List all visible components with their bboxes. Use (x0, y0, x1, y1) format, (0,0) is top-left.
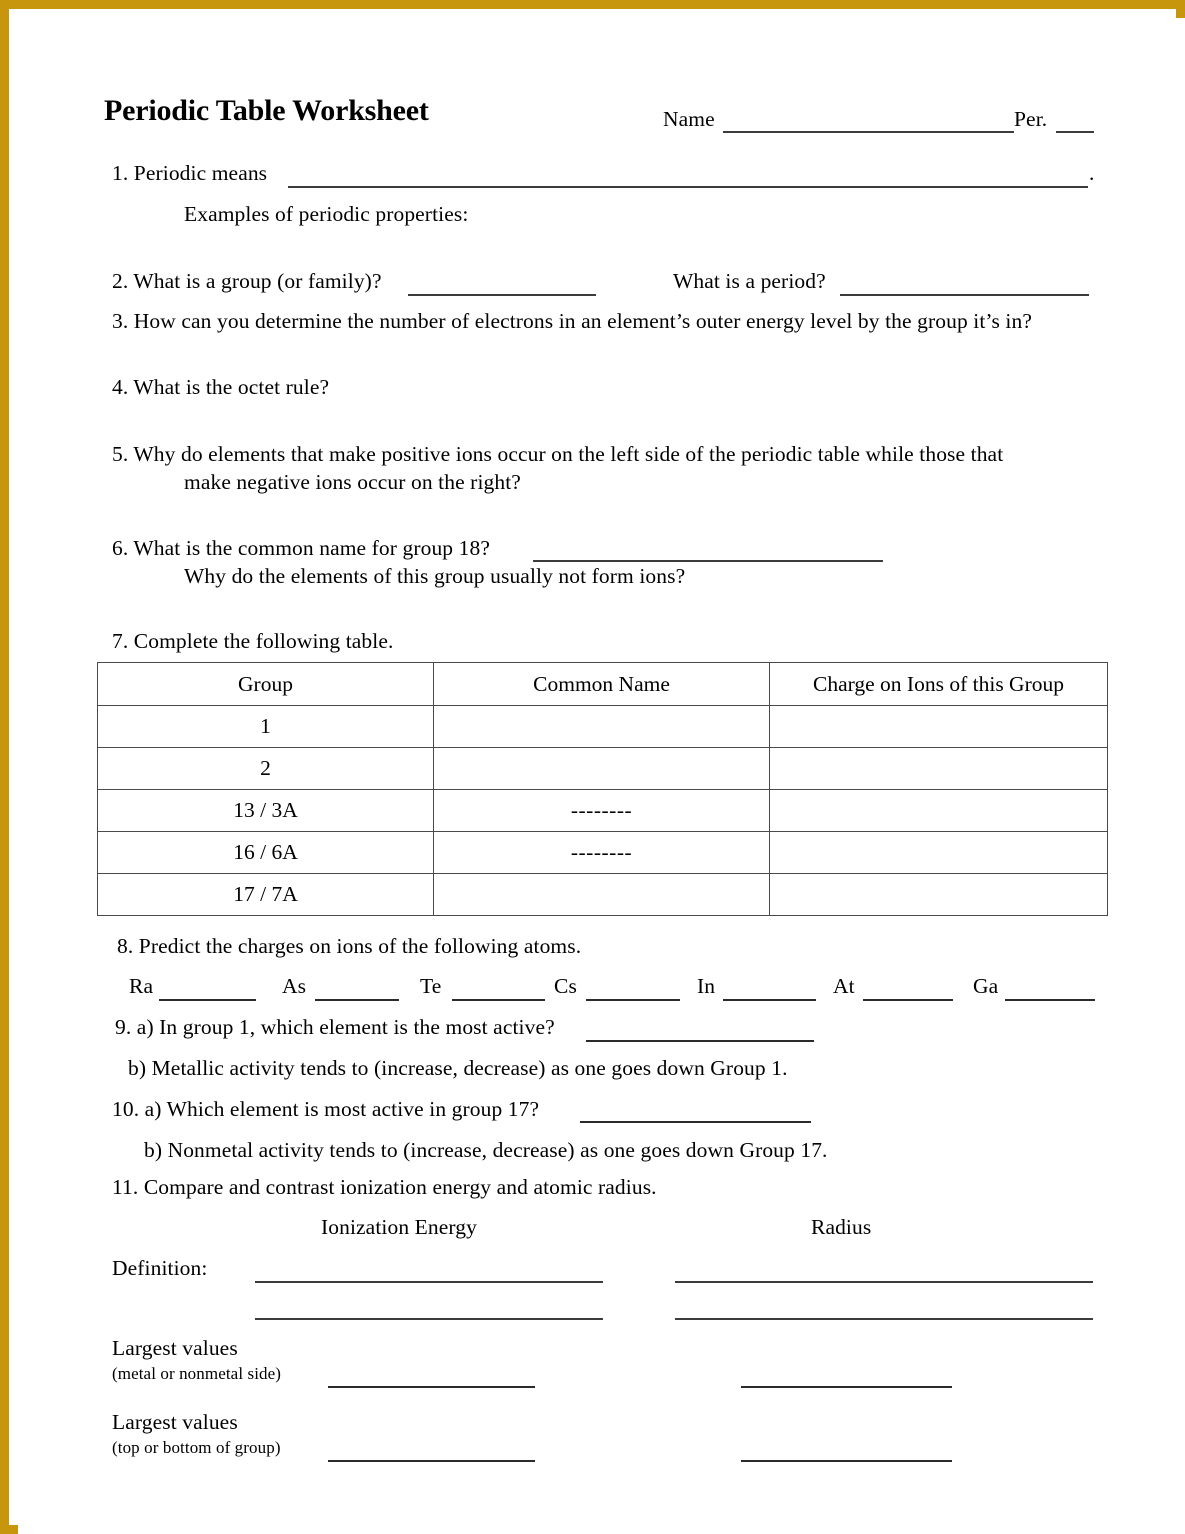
per-label: Per. (1014, 107, 1048, 131)
largest-values-2-line2: (top or bottom of group) (112, 1438, 281, 1457)
table-header-charge: Charge on Ions of this Group (770, 663, 1108, 706)
q1-blank[interactable] (288, 186, 1088, 188)
definition-radius-line-2[interactable] (675, 1318, 1093, 1320)
table-header-group: Group (98, 663, 434, 706)
cell-common-name: -------- (434, 790, 770, 832)
q8-element-at: At (833, 974, 855, 998)
largest-values-1-radius-blank[interactable] (741, 1386, 952, 1388)
cell-charge[interactable] (770, 706, 1108, 748)
name-blank[interactable] (723, 131, 1014, 133)
per-blank[interactable] (1056, 131, 1094, 133)
table-row (98, 874, 1108, 916)
q10a-text: 10. a) Which element is most active in group 17? (112, 1097, 540, 1121)
cell-common-name[interactable] (434, 748, 770, 790)
q11-column-radius: Radius (811, 1215, 872, 1239)
q4-text: 4. What is the octet rule? (112, 375, 330, 399)
q1-period: . (1089, 161, 1095, 185)
worksheet-page (18, 18, 1185, 1534)
table-row (98, 748, 1108, 790)
largest-values-1-line2: (metal or nonmetal side) (112, 1364, 282, 1383)
q10b-text: b) Nonmetal activity tends to (increase, decrease) as one goes down Group 17. (144, 1138, 828, 1162)
table-row (98, 832, 1108, 874)
q8-element-cs: Cs (554, 974, 577, 998)
cell-group: 2 (98, 748, 434, 790)
cell-common-name: -------- (434, 832, 770, 874)
largest-values-1-ionization-blank[interactable] (328, 1386, 535, 1388)
q11-text: 11. Compare and contrast ionization energy and atomic radius. (112, 1175, 657, 1199)
cell-group: 17 / 7A (98, 874, 434, 916)
q6-line2: Why do the elements of this group usually not form ions? (184, 564, 686, 588)
q6-line1: 6. What is the common name for group 18? (112, 536, 490, 560)
q3-text: 3. How can you determine the number of electrons in an element’s outer energy level by the group it’s in? (112, 309, 1032, 333)
largest-values-2-line1: Largest values (112, 1410, 238, 1434)
q11-definition-label: Definition: (112, 1256, 208, 1280)
name-label: Name (663, 107, 715, 131)
cell-common-name[interactable] (434, 706, 770, 748)
cell-charge[interactable] (770, 874, 1108, 916)
q8-element-in: In (697, 974, 716, 998)
cell-charge[interactable] (770, 790, 1108, 832)
q1-text: 1. Periodic means (112, 161, 268, 185)
q2-left-text: 2. What is a group (or family)? (112, 269, 382, 293)
cell-group: 16 / 6A (98, 832, 434, 874)
table-row (98, 790, 1108, 832)
largest-values-1-line1: Largest values (112, 1336, 238, 1360)
q9b-text: b) Metallic activity tends to (increase, decrease) as one goes down Group 1. (128, 1056, 788, 1080)
q8-element-ga: Ga (973, 974, 999, 998)
cell-group: 13 / 3A (98, 790, 434, 832)
table-header-common-name: Common Name (434, 663, 770, 706)
q8-blank-ga[interactable] (1005, 999, 1095, 1001)
groups-table (97, 662, 1108, 916)
table-header-row (98, 663, 1108, 706)
q1-sub-text: Examples of periodic properties: (184, 202, 469, 226)
page-title: Periodic Table Worksheet (104, 94, 429, 127)
q8-element-as: As (282, 974, 307, 998)
q2-right-text: What is a period? (673, 269, 826, 293)
largest-values-2-ionization-blank[interactable] (328, 1460, 535, 1462)
cell-charge[interactable] (770, 748, 1108, 790)
q6-blank[interactable] (533, 560, 883, 562)
q10a-blank[interactable] (580, 1121, 811, 1123)
q5-line2: make negative ions occur on the right? (184, 470, 521, 494)
cell-group: 1 (98, 706, 434, 748)
q8-blank-in[interactable] (723, 999, 816, 1001)
q8-text: 8. Predict the charges on ions of the following atoms. (117, 934, 582, 958)
q9a-blank[interactable] (586, 1040, 814, 1042)
q11-column-ionization-energy: Ionization Energy (321, 1215, 477, 1239)
q8-blank-as[interactable] (315, 999, 399, 1001)
q2-right-blank[interactable] (840, 294, 1089, 296)
definition-ionization-line-2[interactable] (255, 1318, 603, 1320)
definition-radius-line-1[interactable] (675, 1281, 1093, 1283)
table-row (98, 706, 1108, 748)
q8-element-ra: Ra (129, 974, 154, 998)
q8-blank-cs[interactable] (586, 999, 680, 1001)
q8-blank-ra[interactable] (159, 999, 256, 1001)
q7-text: 7. Complete the following table. (112, 629, 394, 653)
q8-element-te: Te (420, 974, 442, 998)
q8-blank-te[interactable] (452, 999, 545, 1001)
q9a-text: 9. a) In group 1, which element is the most active? (115, 1015, 555, 1039)
cell-charge[interactable] (770, 832, 1108, 874)
q2-left-blank[interactable] (408, 294, 596, 296)
q8-blank-at[interactable] (863, 999, 953, 1001)
largest-values-2-radius-blank[interactable] (741, 1460, 952, 1462)
q5-line1: 5. Why do elements that make positive ions occur on the left side of the periodic table while those that (112, 442, 1004, 466)
cell-common-name[interactable] (434, 874, 770, 916)
definition-ionization-line-1[interactable] (255, 1281, 603, 1283)
